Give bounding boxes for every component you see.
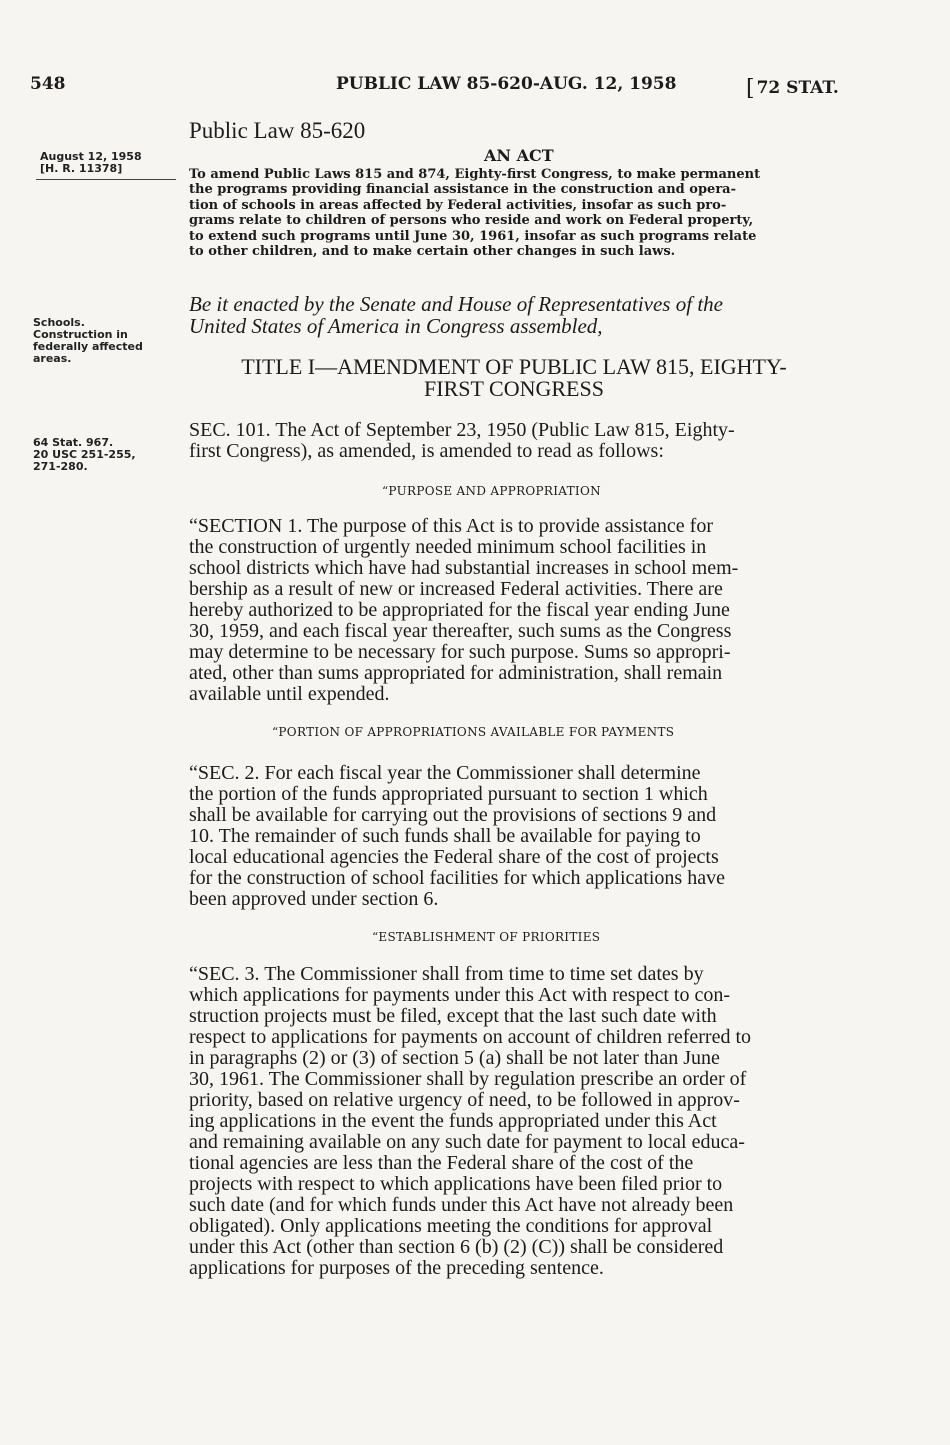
section-2-line: the portion of the funds appropriated pursuant to section 1 which bbox=[189, 783, 708, 805]
section-1-line: ated, other than sums appropriated for administration, shall remain bbox=[189, 662, 723, 684]
section-3-line: priority, based on relative urgency of need, to be followed in approv- bbox=[189, 1089, 740, 1111]
purpose-line: the programs providing financial assistance in the construction and opera- bbox=[189, 182, 736, 198]
section-101-line: first Congress), as amended, is amended to read as follows: bbox=[189, 440, 664, 462]
section-3-line: which applications for payments under this Act with respect to con- bbox=[189, 984, 730, 1006]
statute-reference-text: 72 STAT. bbox=[756, 78, 839, 98]
section-1-line: hereby authorized to be appropriated for the fiscal year ending June bbox=[189, 599, 730, 621]
section-3-line: in paragraphs (2) or (3) of section 5 (a) shall be not later than June bbox=[189, 1047, 720, 1069]
margin-topic-line: Construction in bbox=[33, 328, 128, 341]
section-2-line: 10. The remainder of such funds shall be available for paying to bbox=[189, 825, 701, 847]
section-1-line: may determine to be necessary for such purpose. Sums so appropri- bbox=[189, 641, 731, 663]
section-1-line: the construction of urgently needed minimum school facilities in bbox=[189, 536, 707, 558]
section-3-line: projects with respect to which applications have been filed prior to bbox=[189, 1173, 723, 1195]
section-2-line: been approved under section 6. bbox=[189, 888, 439, 910]
section-3 bbox=[189, 964, 751, 1279]
purpose-line: to other children, and to make certain other changes in such laws. bbox=[189, 244, 676, 260]
purpose-appropriation-heading: “PURPOSE AND APPROPRIATION bbox=[382, 484, 601, 498]
margin-citation-line: 64 Stat. 967. bbox=[33, 436, 114, 449]
margin-topic-note bbox=[33, 317, 143, 365]
margin-citation-note bbox=[33, 437, 136, 473]
portion-appropriations-heading: “PORTION OF APPROPRIATIONS AVAILABLE FOR PAYMENTS bbox=[272, 725, 675, 739]
section-3-line: applications for purposes of the preceding sentence. bbox=[189, 1257, 604, 1279]
open-bracket: [ bbox=[746, 76, 755, 101]
establishment-priorities-heading: “ESTABLISHMENT OF PRIORITIES bbox=[372, 930, 601, 944]
section-3-line: respect to applications for payments on account of children referred to bbox=[189, 1026, 752, 1048]
section-2-line: shall be available for carrying out the provisions of sections 9 and bbox=[189, 804, 717, 826]
title-heading-line: FIRST CONGRESS bbox=[424, 376, 604, 401]
act-heading: AN ACT bbox=[484, 146, 554, 165]
purpose-clause bbox=[189, 167, 839, 259]
margin-topic-line: federally affected bbox=[33, 340, 143, 353]
margin-date: August 12, 1958 bbox=[40, 150, 142, 163]
title-heading-line: TITLE I—AMENDMENT OF PUBLIC LAW 815, EIGHTY- bbox=[241, 354, 787, 379]
section-3-line: struction projects must be filed, except that the last such date with bbox=[189, 1005, 717, 1027]
margin-topic-line: Schools. bbox=[33, 316, 85, 329]
purpose-line: To amend Public Laws 815 and 874, Eighty-first Congress, to make permanent bbox=[189, 167, 761, 182]
section-3-line: and remaining available on any such date for payment to local educa- bbox=[189, 1131, 745, 1153]
section-1 bbox=[189, 516, 738, 705]
page-number: 548 bbox=[30, 74, 66, 94]
purpose-line: grams relate to children of persons who reside and work on Federal property, bbox=[189, 213, 754, 229]
purpose-line: tion of schools in areas affected by Federal activities, insofar as such pro- bbox=[189, 197, 727, 213]
running-head: PUBLIC LAW 85-620-AUG. 12, 1958 bbox=[336, 74, 677, 94]
section-3-line: “SEC. 3. The Commissioner shall from time to time set dates by bbox=[189, 963, 704, 985]
section-1-line: available until expended. bbox=[189, 683, 390, 705]
section-2-line: for the construction of school facilities for which applications have bbox=[189, 867, 725, 889]
margin-citation-line: 271-280. bbox=[33, 460, 88, 473]
section-1-line: school districts which have had substantial increases in school mem- bbox=[189, 557, 739, 579]
section-3-line: ing applications in the event the funds appropriated under this Act bbox=[189, 1110, 717, 1132]
enacting-line: Be it enacted by the Senate and House of Representatives of the bbox=[189, 292, 723, 316]
section-1-line: “SECTION 1. The purpose of this Act is to provide assistance for bbox=[189, 515, 713, 537]
margin-topic-line: areas. bbox=[33, 352, 72, 365]
section-101-line: SEC. 101. The Act of September 23, 1950 (Public Law 815, Eighty- bbox=[189, 419, 735, 441]
statute-reference bbox=[746, 74, 839, 99]
purpose-line: to extend such programs until June 30, 1961, insofar as such programs relate bbox=[189, 228, 757, 244]
section-2 bbox=[189, 763, 725, 910]
margin-citation-line: 20 USC 251-255, bbox=[33, 448, 136, 461]
section-3-line: such date (and for which funds under this Act have not already been bbox=[189, 1194, 734, 1216]
title-one-heading bbox=[189, 356, 839, 400]
section-3-line: under this Act (other than section 6 (b) (2) (C)) shall be considered bbox=[189, 1236, 724, 1258]
section-3-line: tional agencies are less than the Federal share of the cost of the bbox=[189, 1152, 694, 1174]
section-3-line: obligated). Only applications meeting the conditions for approval bbox=[189, 1215, 713, 1237]
public-law-title: Public Law 85-620 bbox=[189, 118, 366, 143]
enacting-clause bbox=[189, 293, 723, 337]
section-2-line: “SEC. 2. For each fiscal year the Commissioner shall determine bbox=[189, 762, 701, 784]
margin-rule bbox=[36, 179, 176, 180]
margin-bill-number: [H. R. 11378] bbox=[40, 162, 123, 175]
section-1-line: 30, 1959, and each fiscal year thereafter, such sums as the Congress bbox=[189, 620, 732, 642]
section-3-line: 30, 1961. The Commissioner shall by regulation prescribe an order of bbox=[189, 1068, 747, 1090]
section-101 bbox=[189, 420, 735, 462]
section-1-line: bership as a result of new or increased Federal activities. There are bbox=[189, 578, 723, 600]
enacting-line: United States of America in Congress assembled, bbox=[189, 314, 603, 338]
section-2-line: local educational agencies the Federal share of the cost of projects bbox=[189, 846, 719, 868]
